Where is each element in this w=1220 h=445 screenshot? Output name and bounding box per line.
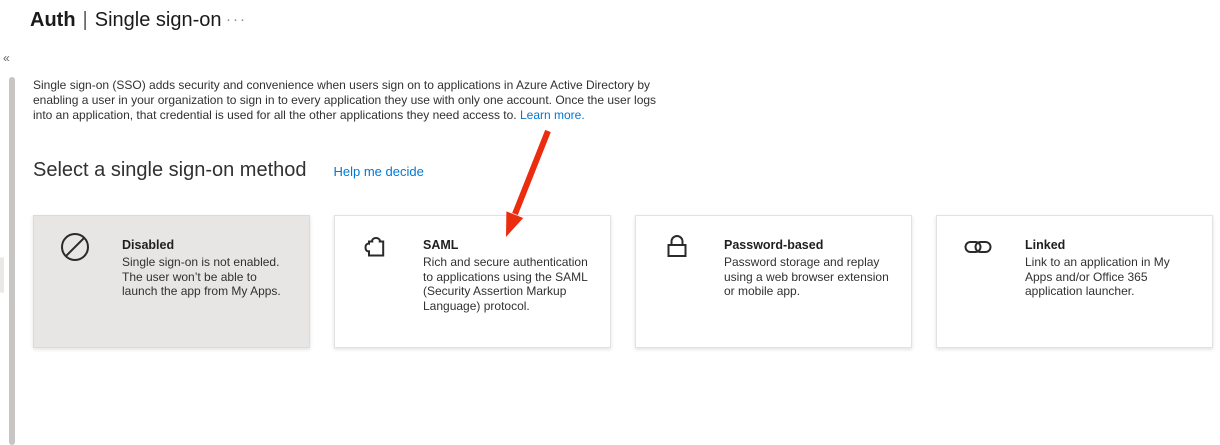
card-saml[interactable]: [334, 215, 611, 348]
learn-more-link[interactable]: Learn more.: [519, 108, 585, 122]
card-description: Link to an application in My Apps and/or Office 365 application launcher.: [1025, 255, 1170, 298]
card-description: Password storage and replay using a web browser extension or mobile app.: [724, 255, 889, 298]
card-text: [423, 231, 596, 347]
sso-description: [33, 78, 678, 123]
help-me-decide-link[interactable]: Help me decide: [333, 164, 424, 179]
puzzle-icon: [360, 231, 392, 263]
section-heading: Select a single sign-on method: [33, 159, 307, 181]
sso-method-cards: [33, 215, 1213, 348]
chain-link-icon: [962, 231, 994, 263]
card-title: Linked: [1025, 238, 1066, 252]
card-title: Disabled: [122, 238, 175, 252]
sso-description-text: Single sign-on (SSO) adds security and convenience when users sign on to applications in Azure Active Directory by enabling a user in your organization to sign in to every application they use with only one account. Once the user logs into an application, that credential is used for all the other applications they need access to.: [33, 78, 657, 122]
app-name: Auth: [30, 9, 76, 31]
card-text: [122, 231, 295, 347]
method-section-header: [33, 159, 424, 182]
card-text: [1025, 231, 1198, 347]
more-options-icon[interactable]: ···: [226, 11, 247, 28]
blade-name: Single sign-on: [94, 9, 222, 31]
card-title: SAML: [423, 238, 459, 252]
page-title: [30, 9, 222, 32]
pane-resize-handle[interactable]: [0, 257, 4, 293]
card-password-based[interactable]: [635, 215, 912, 348]
lock-icon: [661, 231, 693, 263]
card-linked[interactable]: [936, 215, 1213, 348]
prohibition-icon: [59, 231, 91, 263]
card-description: Single sign-on is not enabled. The user won’t be able to launch the app from My Apps.: [122, 255, 281, 298]
card-text: [724, 231, 897, 347]
title-separator: |: [82, 9, 88, 31]
card-title: Password-based: [724, 238, 824, 252]
card-description: Rich and secure authentication to applications using the SAML (Security Assertion Markup Language) protocol.: [423, 255, 588, 313]
collapse-menu-icon[interactable]: «: [3, 51, 10, 65]
card-disabled[interactable]: [33, 215, 310, 348]
vertical-scrollbar[interactable]: [9, 77, 15, 445]
